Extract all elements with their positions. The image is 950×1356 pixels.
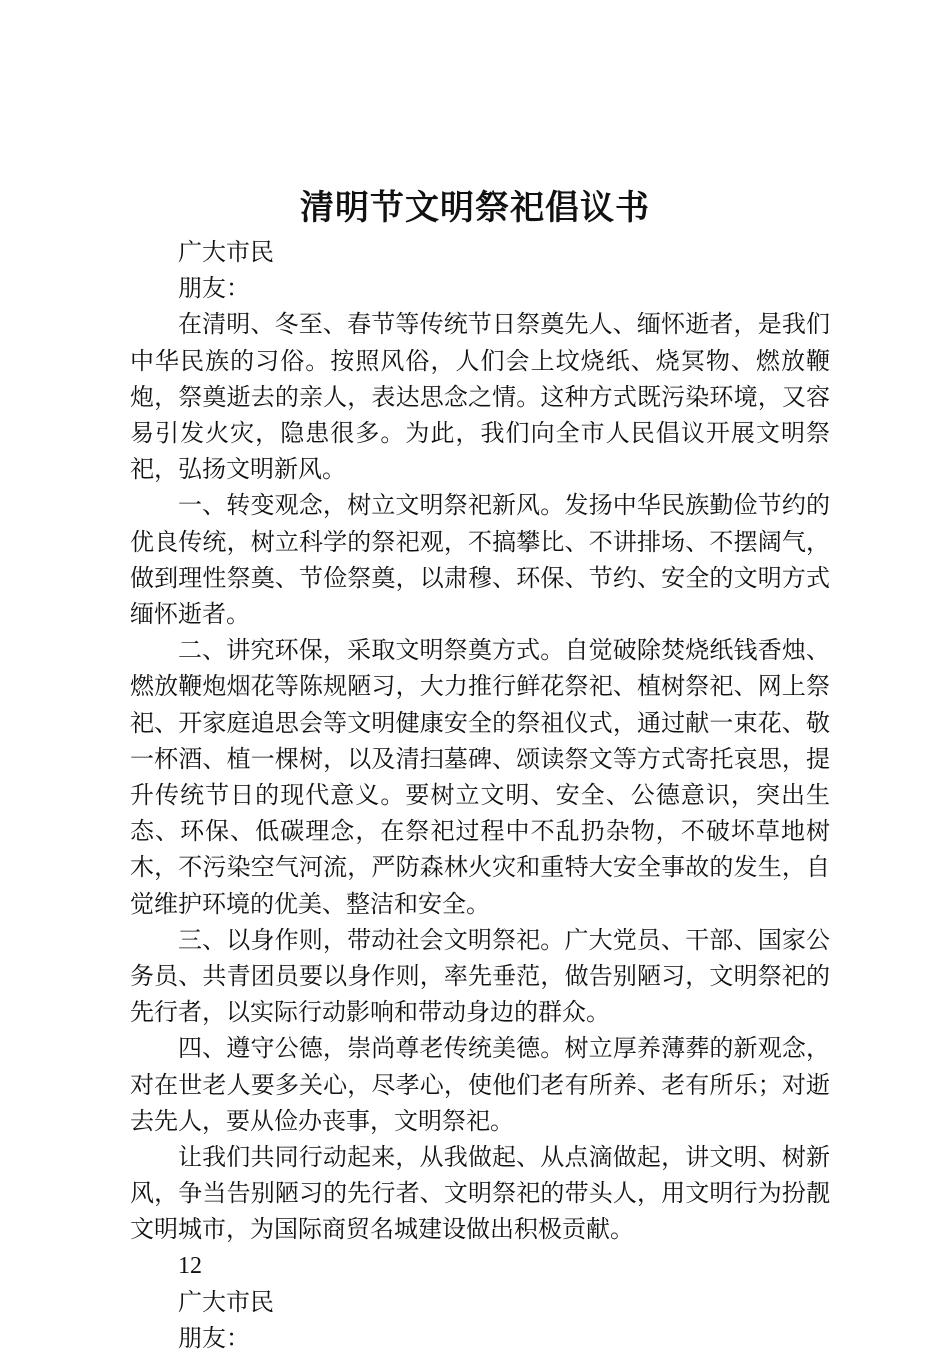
repeat-salutation-line-1: 广大市民	[178, 1287, 274, 1316]
salutation-line-1: 广大市民	[178, 238, 274, 266]
paragraph-point-1: 一、转变观念，树立文明祭祀新风。发扬中华民族勤俭节约的优良传统，树立科学的祭祀观，不搞攀比、不讲排场、不摆阔气，做到理性祭奠、节俭祭奠，以肃穆、环保、节约、安全的文明方式缅怀逝者。	[130, 491, 830, 629]
repeat-salutation-line-2: 朋友：	[178, 1324, 250, 1353]
salutation-line-2: 朋友：	[178, 274, 250, 303]
paragraph-intro: 在清明、冬至、春节等传统节日祭奠先人、缅怀逝者，是我们中华民族的习俗。按照风俗，人们会上坟烧纸、烧冥物、燃放鞭炮，祭奠逝去的亲人，表达思念之情。这种方式既污染环境，又容易引发火灾，隐患很多。为此，我们向全市人民倡议开展文明祭祀，弘扬文明新风。	[130, 310, 830, 484]
paragraph-point-3: 三、以身作则，带动社会文明祭祀。广大党员、干部、国家公务员、共青团员要以身作则，率先垂范，做告别陋习，文明祭祀的先行者，以实际行动影响和带动身边的群众。	[130, 925, 830, 1027]
document-title: 清明节文明祭祀倡议书	[300, 188, 650, 228]
page-number: 12	[178, 1252, 202, 1279]
paragraph-point-4: 四、遵守公德，崇尚尊老传统美德。树立厚养薄葬的新观念，对在世老人要多关心，尽孝心，使他们老有所养、老有所乐；对逝去先人，要从俭办丧事，文明祭祀。	[130, 1034, 830, 1135]
paragraph-closing: 让我们共同行动起来，从我做起、从点滴做起，讲文明、树新风，争当告别陋习的先行者、文明祭祀的带头人，用文明行为扮靓文明城市，为国际商贸名城建设做出积极贡献。	[130, 1143, 830, 1244]
paragraph-point-2: 二、讲究环保，采取文明祭奠方式。自觉破除焚烧纸钱香烛、燃放鞭炮烟花等陈规陋习，大力推行鲜花祭祀、植树祭祀、网上祭祀、开家庭追思会等文明健康安全的祭祖仪式，通过献一束花、敬一杯酒、植一棵树，以及清扫墓碑、颂读祭文等方式寄托哀思，提升传统节日的现代意义。要树立文明、安全、公德意识，突出生态、环保、低碳理念，在祭祀过程中不乱扔杂物，不破坏草地树木，不污染空气河流，严防森林火灾和重特大安全事故的发生，自觉维护环境的优美、整洁和安全。	[130, 636, 830, 918]
document-body	[130, 234, 830, 1356]
